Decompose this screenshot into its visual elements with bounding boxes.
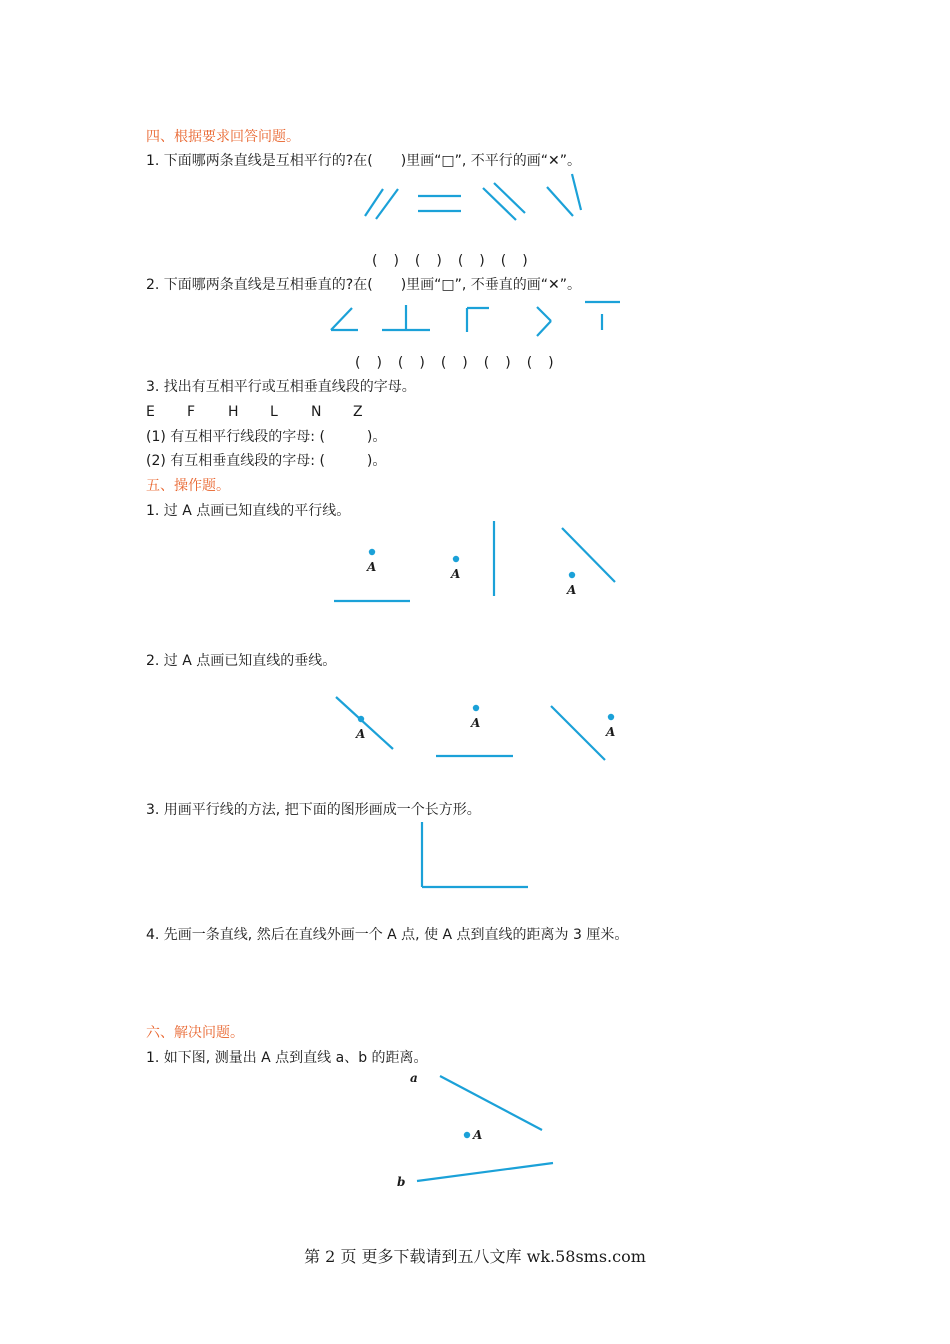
angle-figure-4 [537,307,551,336]
point-label: A [356,727,366,741]
point-label: A [567,583,577,597]
line-b-label: b [397,1175,406,1189]
question-4-2: 2. 下面哪两条直线是互相垂直的?在( )里画“□”, 不垂直的画“✕”。 [146,277,582,293]
page-footer: 第 2 页 更多下载请到五八文库 wk.58sms.com [304,1247,646,1266]
question-4-3: 3. 找出有互相平行或互相垂直线段的字母。 [146,379,416,395]
section6-title: 六、解决问题。 [146,1025,244,1041]
answer-blanks-4-1[interactable]: ( ) ( ) ( ) ( ) [372,253,529,269]
point-label: A [473,1128,483,1142]
question-4-1: 1. 下面哪两条直线是互相平行的?在( )里画“□”, 不平行的画“✕”。 [146,153,582,169]
question-6-1: 1. 如下图, 测量出 A 点到直线 a、b 的距离。 [146,1050,428,1066]
letter-Z: Z [353,404,363,420]
letter-E: E [146,404,155,420]
letter-N: N [311,404,322,420]
answer-blanks-4-2[interactable]: ( ) ( ) ( ) ( ) ( ) [355,355,555,371]
point-label: A [367,560,377,574]
point-label: A [606,725,616,739]
letter-L: L [270,404,278,420]
pair-1-lines [365,189,398,219]
angle-figure-1 [331,308,358,330]
question-5-4: 4. 先画一条直线, 然后在直线外画一个 A 点, 使 A 点到直线的距离为 3 厘米。 [146,927,629,943]
angle-figure-5 [585,302,620,330]
pair-3-lines [483,183,525,220]
pair-4-lines [547,174,581,216]
section5-title: 五、操作题。 [146,478,230,494]
question-5-3: 3. 用画平行线的方法, 把下面的图形画成一个长方形。 [146,802,481,818]
question-4-3-1: (1) 有互相平行线段的字母: ( )。 [146,429,387,445]
letter-F: F [187,404,196,420]
point-label: A [451,567,461,581]
line-a-label: a [410,1071,418,1085]
section4-title: 四、根据要求回答问题。 [146,129,300,145]
point-label: A [471,716,481,730]
angle-figure-2 [382,305,430,330]
question-5-2: 2. 过 A 点画已知直线的垂线。 [146,653,337,669]
question-5-1: 1. 过 A 点画已知直线的平行线。 [146,503,351,519]
pair-2-lines [418,196,461,211]
question-4-3-2: (2) 有互相垂直线段的字母: ( )。 [146,453,387,469]
angle-figure-3 [467,308,489,332]
letter-H: H [228,404,239,420]
